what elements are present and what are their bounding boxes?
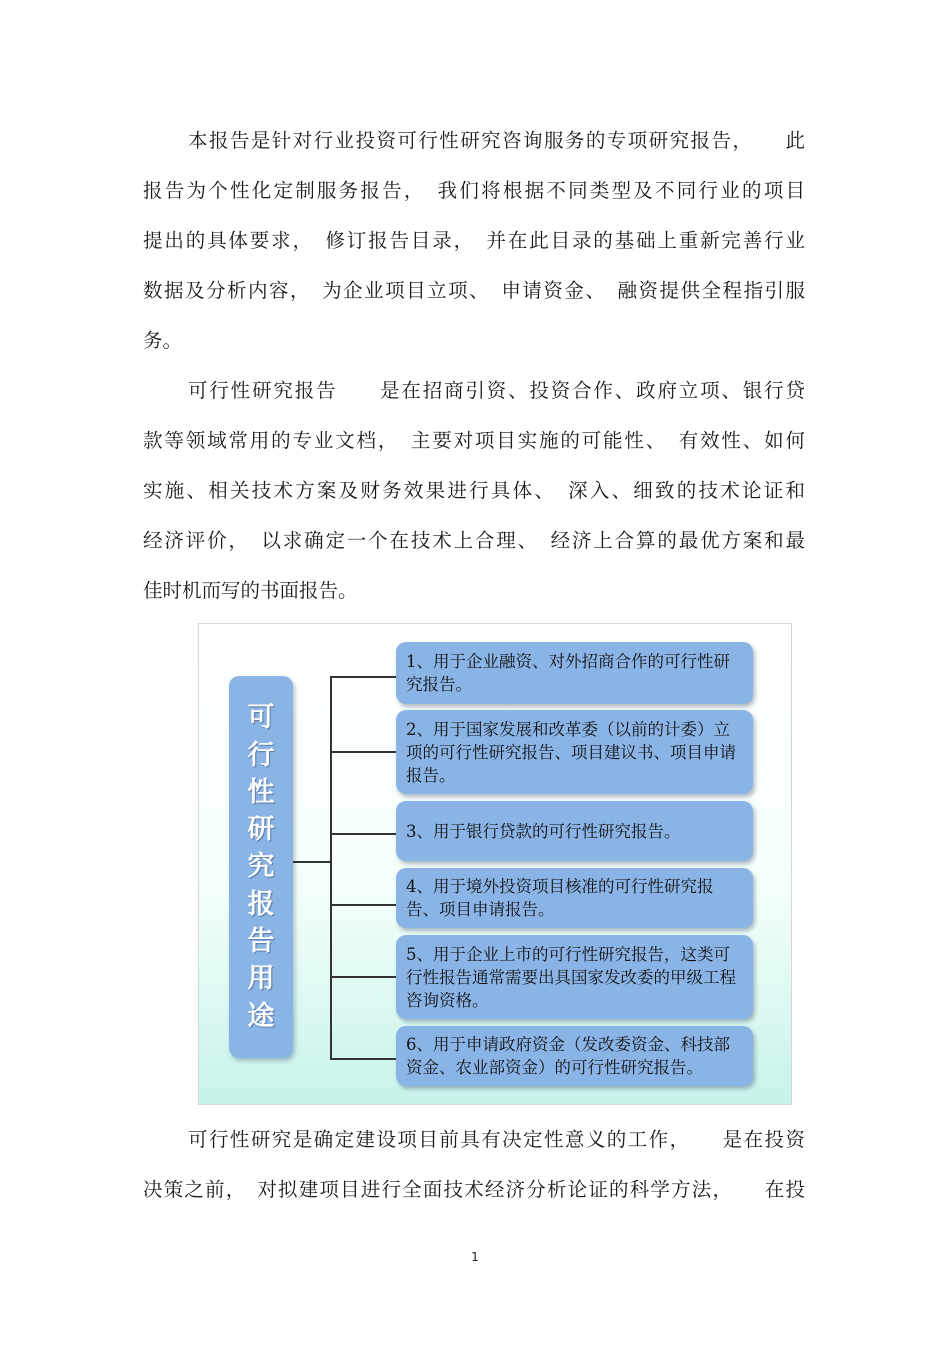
connector-branch (330, 751, 396, 753)
text-line: 实施、相关技术方案及财务效果进行具体、 深入、细致的技术论证和 (143, 479, 805, 502)
paragraph-definition (143, 366, 805, 616)
diagram-title-char: 途 (247, 1000, 275, 1032)
connector-horizontal-main (293, 861, 331, 863)
diagram-title-bar (229, 676, 293, 1058)
diagram-title-char: 性 (247, 776, 275, 808)
paragraph-feasibility (143, 1115, 805, 1215)
usage-item-2 (396, 710, 753, 794)
usage-item-text: 6、用于申请政府资金（发改委资金、科技部资金、农业部资金）的可行性研究报告。 (406, 1035, 730, 1077)
text-line: 提出的具体要求， 修订报告目录， 并在此目录的基础上重新完善行业 (143, 229, 805, 252)
usage-diagram (198, 623, 792, 1105)
usage-item-text: 5、用于企业上市的可行性研究报告，这类可行性报告通常需要出具国家发改委的甲级工程咨询资格。 (406, 944, 736, 1010)
text-line: 可行性研究报告 是在招商引资、投资合作、政府立项、银行贷 (188, 379, 805, 402)
text-line: 佳时机而写的书面报告。 (143, 579, 358, 602)
connector-branch (330, 976, 396, 978)
diagram-title-char: 研 (247, 814, 275, 846)
diagram-title-char: 报 (247, 888, 275, 920)
text-line: 本报告是针对行业投资可行性研究咨询服务的专项研究报告， 此 (188, 129, 805, 152)
diagram-title-char: 究 (247, 851, 275, 883)
text-line: 决策之前， 对拟建项目进行全面技术经济分析论证的科学方法， 在投 (143, 1178, 805, 1201)
usage-item-1 (396, 642, 753, 704)
text-line: 务。 (143, 329, 183, 352)
connector-branch (330, 904, 396, 906)
paragraph-intro (143, 116, 805, 366)
usage-item-4 (396, 868, 753, 928)
usage-item-3 (396, 801, 753, 861)
connector-branch (330, 676, 396, 678)
diagram-title-char: 告 (247, 926, 275, 958)
diagram-title-char: 可 (247, 702, 275, 734)
usage-item-text: 4、用于境外投资项目核准的可行性研究报告、项目申请报告。 (406, 877, 714, 919)
text-line: 可行性研究是确定建设项目前具有决定性意义的工作， 是在投资 (188, 1128, 805, 1151)
page-number: 1 (471, 1250, 479, 1264)
diagram-title-char: 行 (247, 739, 275, 771)
usage-item-6 (396, 1026, 753, 1086)
usage-item-5 (396, 935, 753, 1019)
usage-item-text: 3、用于银行贷款的可行性研究报告。 (406, 821, 681, 841)
text-line: 经济评价， 以求确定一个在技术上合理、 经济上合算的最优方案和最 (143, 529, 805, 552)
text-line: 报告为个性化定制服务报告， 我们将根据不同类型及不同行业的项目 (143, 179, 805, 202)
usage-item-text: 2、用于国家发展和改革委（以前的计委）立项的可行性研究报告、项目建议书、项目申请报告。 (406, 719, 736, 785)
text-line: 数据及分析内容， 为企业项目立项、 申请资金、 融资提供全程指引服 (143, 279, 805, 302)
connector-branch (330, 833, 396, 835)
connector-vertical-trunk (330, 676, 332, 1060)
connector-branch (330, 1058, 396, 1060)
diagram-title-char: 用 (247, 963, 275, 995)
text-line: 款等领域常用的专业文档， 主要对项目实施的可能性、 有效性、如何 (143, 429, 805, 452)
usage-item-text: 1、用于企业融资、对外招商合作的可行性研究报告。 (406, 652, 730, 694)
